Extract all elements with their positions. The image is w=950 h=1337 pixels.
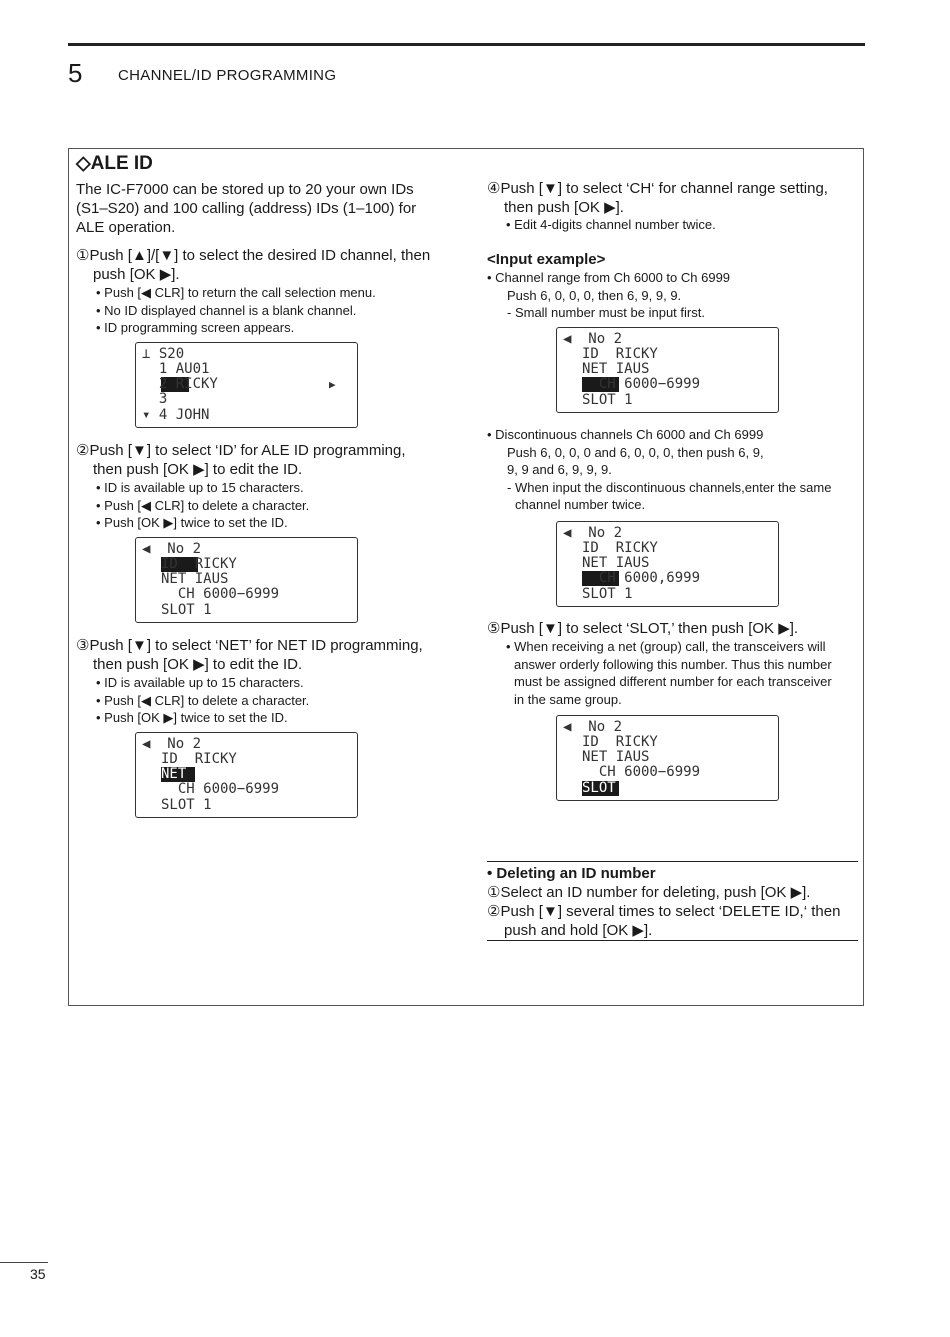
note: • No ID displayed channel is a blank channel. <box>96 302 357 318</box>
deleting-title: • Deleting an ID number <box>487 865 656 882</box>
lcd-line-selected: CH 6000,6999 <box>582 570 701 586</box>
note: • ID is available up to 15 characters. <box>96 675 304 690</box>
step5-line: ⑤Push [▼] to select ‘SLOT,’ then push [OK ▶]. <box>487 620 799 637</box>
intro-line: (S1–S20) and 100 calling (address) IDs (1–100) for <box>76 200 417 217</box>
lcd-line: CH 6000−6999 <box>161 586 280 602</box>
page-number-rule <box>0 1262 48 1263</box>
chapter-title: CHANNEL/ID PROGRAMMING <box>118 67 337 84</box>
lcd-line-selected: ID RICKY <box>161 556 237 572</box>
lcd-screen-ch-range <box>556 327 779 413</box>
deleting-top-rule <box>487 861 858 862</box>
step3 <box>76 636 456 674</box>
note: • Push [OK ▶] twice to set the ID. <box>96 515 288 530</box>
deleting-line: ①Select an ID number for deleting, push [OK ▶]. <box>487 884 811 901</box>
step5 <box>487 619 862 638</box>
lcd-screen-id-list <box>135 342 358 428</box>
page-number: 35 <box>30 1266 46 1282</box>
lcd-line: SLOT 1 <box>161 602 212 618</box>
lcd-line: ▾ 4 JOHN <box>142 407 210 423</box>
lcd-line: 3 <box>142 391 168 407</box>
lcd-screen-id-edit <box>135 537 358 623</box>
lcd-line: ◀ No 2 <box>142 736 202 752</box>
example-line: • Discontinuous channels Ch 6000 and Ch 6999 <box>487 427 764 442</box>
lcd-line: NET IAUS <box>582 555 650 571</box>
input-example-1 <box>487 269 862 322</box>
lcd-line: ID RICKY <box>582 540 658 556</box>
step2-line: ②Push [▼] to select ‘ID’ for ALE ID programming, <box>76 442 406 459</box>
lcd-line-selected: 2 RICKY <box>142 376 218 392</box>
lcd-line: NET IAUS <box>582 361 650 377</box>
step1-notes <box>96 284 376 337</box>
example-line: channel number twice. <box>515 497 646 512</box>
note: • Edit 4-digits channel number twice. <box>506 217 716 232</box>
lcd-line: ◀ No 2 <box>142 541 202 557</box>
lcd-line: NET IAUS <box>582 749 650 765</box>
example-line: • Channel range from Ch 6000 to Ch 6999 <box>487 270 731 285</box>
intro-paragraph <box>76 180 456 237</box>
note: • Push [◀ CLR] to return the call selection menu. <box>96 285 376 300</box>
step4 <box>487 179 862 217</box>
deleting-bottom-rule <box>487 940 858 941</box>
note: in the same group. <box>514 691 622 707</box>
step2-line: then push [OK ▶] to edit the ID. <box>93 461 303 478</box>
example-line: - Small number must be input first. <box>507 305 705 320</box>
lcd-line: SLOT 1 <box>161 797 212 813</box>
intro-line: ALE operation. <box>76 219 176 236</box>
lcd-line: CH 6000−6999 <box>582 764 701 780</box>
lcd-line: NET IAUS <box>161 571 229 587</box>
lcd-line: 1 AU01 <box>142 361 210 377</box>
deleting-line: push and hold [OK ▶]. <box>504 922 653 939</box>
input-example-title: <Input example> <box>487 251 606 268</box>
step4-line: then push [OK ▶]. <box>504 199 624 216</box>
step3-line: then push [OK ▶] to edit the ID. <box>93 656 303 673</box>
note: • Push [◀ CLR] to delete a character. <box>96 497 310 513</box>
example-line: 9, 9 and 6, 9, 9, 9. <box>507 462 612 477</box>
input-example-2 <box>487 426 862 514</box>
deleting-line: ②Push [▼] several times to select ‘DELETE ID,‘ then <box>487 903 841 920</box>
lcd-line: CH 6000−6999 <box>161 781 280 797</box>
note: • ID is available up to 15 characters. <box>96 480 304 495</box>
lcd-line-selected: SLOT 1 <box>582 780 633 796</box>
note: • When receiving a net (group) call, the transceivers will <box>506 639 826 654</box>
chapter-number: 5 <box>68 58 83 88</box>
example-line: Push 6, 0, 0, 0 and 6, 0, 0, 0, then push 6, 9, <box>507 444 764 460</box>
section-title: ◇ALE ID <box>76 153 153 174</box>
step2 <box>76 441 456 479</box>
step4-notes <box>506 216 716 234</box>
lcd-line-selected: CH 6000−6999 <box>582 376 701 392</box>
example-line: Push 6, 0, 0, 0, then 6, 9, 9, 9. <box>507 287 682 303</box>
note: answer orderly following this number. Thus this number <box>514 656 832 672</box>
lcd-line: ◀ No 2 <box>563 331 623 347</box>
lcd-line: ⊥ S20 <box>142 346 185 362</box>
step1-line: ①Push [▲]/[▼] to select the desired ID channel, then <box>76 247 431 264</box>
intro-line: The IC-F7000 can be stored up to 20 your own IDs <box>76 181 414 198</box>
note: must be assigned different number for each transceiver <box>514 674 832 689</box>
lcd-line: SLOT 1 <box>582 392 633 408</box>
lcd-line: ◀ No 2 <box>563 525 623 541</box>
step3-line: ③Push [▼] to select ‘NET’ for NET ID programming, <box>76 637 423 654</box>
step5-notes <box>506 638 866 708</box>
right-arrow-icon: ▶ <box>329 378 336 391</box>
step4-line: ④Push [▼] to select ‘CH‘ for channel range setting, <box>487 180 828 197</box>
note: • Push [OK ▶] twice to set the ID. <box>96 710 288 725</box>
step1-line: push [OK ▶]. <box>93 266 180 283</box>
lcd-screen-slot <box>556 715 779 801</box>
note: • ID programming screen appears. <box>96 320 295 335</box>
note: • Push [◀ CLR] to delete a character. <box>96 692 310 708</box>
lcd-line: ID RICKY <box>582 346 658 362</box>
lcd-line-selected: NET IAUS <box>161 766 229 782</box>
example-line: - When input the discontinuous channels,enter the same <box>507 479 832 495</box>
lcd-line: ◀ No 2 <box>563 719 623 735</box>
step3-notes <box>96 674 309 727</box>
step2-notes <box>96 479 309 532</box>
step1 <box>76 246 456 284</box>
header-rule <box>68 43 865 46</box>
lcd-line: ID RICKY <box>161 751 237 767</box>
deleting-steps <box>487 883 862 940</box>
lcd-screen-ch-discontinuous <box>556 521 779 607</box>
lcd-line: ID RICKY <box>582 734 658 750</box>
lcd-screen-net-edit <box>135 732 358 818</box>
lcd-line: SLOT 1 <box>582 586 633 602</box>
